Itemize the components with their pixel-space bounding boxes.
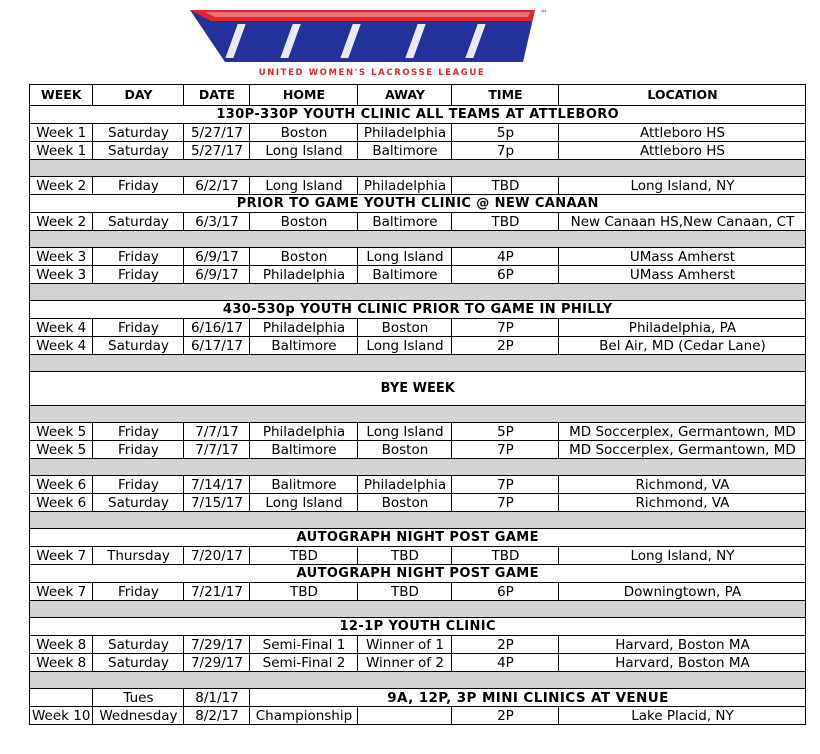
cell-location: MD Soccerplex, Germantown, MD — [559, 441, 806, 459]
table-row — [30, 441, 806, 459]
cell-date: 8/1/17 — [184, 689, 250, 707]
cell-away: Long Island — [358, 248, 452, 266]
banner-text: 430-530p YOUTH CLINIC PRIOR TO GAME IN PHILLY — [30, 301, 806, 319]
cell-away: TBD — [358, 583, 452, 601]
cell-day: Friday — [93, 476, 184, 494]
cell-date: 6/9/17 — [184, 266, 250, 284]
cell-week: Week 2 — [30, 177, 93, 195]
cell-week: Week 7 — [30, 583, 93, 601]
separator-row — [30, 284, 806, 301]
cell-home: TBD — [250, 583, 358, 601]
table-row — [30, 177, 806, 195]
cell-week: Week 2 — [30, 213, 93, 231]
cell-week: Week 5 — [30, 423, 93, 441]
cell-day: Friday — [93, 441, 184, 459]
cell-home: Baltimore — [250, 441, 358, 459]
cell-date: 7/14/17 — [184, 476, 250, 494]
cell-date: 6/9/17 — [184, 248, 250, 266]
logo-subtitle: UNITED WOMEN'S LACROSSE LEAGUE — [258, 68, 486, 78]
cell-location: Long Island, NY — [559, 177, 806, 195]
separator-cell — [30, 406, 806, 423]
cell-day: Friday — [93, 248, 184, 266]
cell-time: 2P — [452, 337, 559, 355]
cell-time: 4P — [452, 248, 559, 266]
cell-away: Philadelphia — [358, 177, 452, 195]
cell-location: Philadelphia, PA — [559, 319, 806, 337]
table-row — [30, 547, 806, 565]
col-date: DATE — [184, 85, 250, 106]
banner-text: 9A, 12P, 3P MINI CLINICS AT VENUE — [250, 689, 806, 707]
cell-location: Richmond, VA — [559, 476, 806, 494]
table-row — [30, 494, 806, 512]
cell-week: Week 1 — [30, 124, 93, 142]
cell-date: 6/2/17 — [184, 177, 250, 195]
cell-location: Downingtown, PA — [559, 583, 806, 601]
separator-row — [30, 512, 806, 529]
cell-date: 7/20/17 — [184, 547, 250, 565]
cell-date: 6/16/17 — [184, 319, 250, 337]
cell-date: 5/27/17 — [184, 142, 250, 160]
cell-away: Winner of 2 — [358, 654, 452, 672]
cell-location: UMass Amherst — [559, 266, 806, 284]
table-row — [30, 319, 806, 337]
cell-location: Attleboro HS — [559, 142, 806, 160]
cell-location: New Canaan HS,New Canaan, CT — [559, 213, 806, 231]
cell-date: 8/2/17 — [184, 707, 250, 725]
separator-row — [30, 672, 806, 689]
cell-time: 4P — [452, 654, 559, 672]
separator-row — [30, 231, 806, 248]
cell-away: Baltimore — [358, 213, 452, 231]
cell-time: TBD — [452, 177, 559, 195]
cell-day: Saturday — [93, 213, 184, 231]
cell-location: UMass Amherst — [559, 248, 806, 266]
cell-day: Thursday — [93, 547, 184, 565]
table-row — [30, 476, 806, 494]
banner-row — [30, 618, 806, 636]
cell-day: Saturday — [93, 654, 184, 672]
cell-home: Boston — [250, 124, 358, 142]
separator-cell — [30, 355, 806, 372]
cell-day: Friday — [93, 177, 184, 195]
separator-cell — [30, 160, 806, 177]
separator-row — [30, 160, 806, 177]
cell-week: Week 6 — [30, 494, 93, 512]
cell-week: Week 8 — [30, 654, 93, 672]
header-row — [30, 85, 806, 106]
cell-time: 2P — [452, 707, 559, 725]
cell-location: Richmond, VA — [559, 494, 806, 512]
separator-cell — [30, 672, 806, 689]
cell-week: Week 4 — [30, 319, 93, 337]
col-location: LOCATION — [559, 85, 806, 106]
table-row — [30, 636, 806, 654]
cell-day: Saturday — [93, 142, 184, 160]
cell-day: Saturday — [93, 337, 184, 355]
cell-time: 2P — [452, 636, 559, 654]
cell-day: Saturday — [93, 636, 184, 654]
table-row — [30, 583, 806, 601]
cell-away — [358, 707, 452, 725]
separator-row — [30, 355, 806, 372]
separator-row — [30, 406, 806, 423]
cell-date: 5/27/17 — [184, 124, 250, 142]
cell-home: Long Island — [250, 142, 358, 160]
cell-date: 7/15/17 — [184, 494, 250, 512]
cell-away: Long Island — [358, 337, 452, 355]
cell-away: Baltimore — [358, 142, 452, 160]
cell-day: Friday — [93, 319, 184, 337]
banner-text: AUTOGRAPH NIGHT POST GAME — [30, 529, 806, 547]
table-row — [30, 654, 806, 672]
cell-week — [30, 689, 93, 707]
cell-home: Baltimore — [250, 337, 358, 355]
cell-time: 7P — [452, 476, 559, 494]
cell-home: TBD — [250, 547, 358, 565]
separator-cell — [30, 231, 806, 248]
col-time: TIME — [452, 85, 559, 106]
cell-away: Boston — [358, 319, 452, 337]
cell-date: 6/3/17 — [184, 213, 250, 231]
table-row — [30, 248, 806, 266]
cell-home: Balitmore — [250, 476, 358, 494]
uwlx-logo — [185, 4, 560, 80]
cell-week: Week 5 — [30, 441, 93, 459]
table-row — [30, 707, 806, 725]
cell-away: Philadelphia — [358, 476, 452, 494]
cell-day: Friday — [93, 583, 184, 601]
col-home: HOME — [250, 85, 358, 106]
cell-time: 7P — [452, 441, 559, 459]
cell-day: Saturday — [93, 494, 184, 512]
schedule-table — [29, 84, 806, 725]
cell-home: Long Island — [250, 177, 358, 195]
cell-home: Philadelphia — [250, 423, 358, 441]
cell-time: 6P — [452, 266, 559, 284]
cell-home: Philadelphia — [250, 319, 358, 337]
table-row — [30, 337, 806, 355]
cell-away: Long Island — [358, 423, 452, 441]
cell-home: Long Island — [250, 494, 358, 512]
separator-cell — [30, 459, 806, 476]
bye-week-text: BYE WEEK — [30, 372, 806, 406]
cell-location: Long Island, NY — [559, 547, 806, 565]
banner-text: 130P-330P YOUTH CLINIC ALL TEAMS AT ATTLEBORO — [30, 106, 806, 124]
table-row — [30, 124, 806, 142]
table-row — [30, 266, 806, 284]
cell-time: 6P — [452, 583, 559, 601]
cell-week: Week 4 — [30, 337, 93, 355]
cell-date: 7/29/17 — [184, 636, 250, 654]
cell-time: 5P — [452, 423, 559, 441]
cell-away: Boston — [358, 441, 452, 459]
cell-time: TBD — [452, 213, 559, 231]
separator-row — [30, 601, 806, 618]
banner-row — [30, 529, 806, 547]
cell-home: Semi-Final 1 — [250, 636, 358, 654]
col-week: WEEK — [30, 85, 93, 106]
cell-home: Semi-Final 2 — [250, 654, 358, 672]
cell-location: Harvard, Boston MA — [559, 636, 806, 654]
cell-week: Week 3 — [30, 248, 93, 266]
table-row — [30, 423, 806, 441]
separator-cell — [30, 512, 806, 529]
cell-time: 7P — [452, 494, 559, 512]
cell-week: Week 6 — [30, 476, 93, 494]
cell-away: Winner of 1 — [358, 636, 452, 654]
cell-day: Saturday — [93, 124, 184, 142]
cell-home: Championship — [250, 707, 358, 725]
logo-wordmark-graphic — [190, 10, 535, 62]
cell-away: TBD — [358, 547, 452, 565]
cell-time: TBD — [452, 547, 559, 565]
cell-date: 7/7/17 — [184, 423, 250, 441]
cell-home: Boston — [250, 213, 358, 231]
banner-row — [30, 195, 806, 213]
separator-cell — [30, 284, 806, 301]
cell-away: Philadelphia — [358, 124, 452, 142]
banner-row — [30, 565, 806, 583]
cell-week: Week 3 — [30, 266, 93, 284]
cell-home: Philadelphia — [250, 266, 358, 284]
banner-text: PRIOR TO GAME YOUTH CLINIC @ NEW CANAAN — [30, 195, 806, 213]
cell-home: Boston — [250, 248, 358, 266]
cell-week: Week 10 — [30, 707, 93, 725]
cell-location: Harvard, Boston MA — [559, 654, 806, 672]
separator-row — [30, 459, 806, 476]
cell-date: 7/21/17 — [184, 583, 250, 601]
separator-cell — [30, 601, 806, 618]
table-row — [30, 213, 806, 231]
banner-row — [30, 301, 806, 319]
logo-trademark: ™ — [540, 9, 548, 18]
cell-week: Week 1 — [30, 142, 93, 160]
bye-week-row — [30, 372, 806, 406]
cell-location: Lake Placid, NY — [559, 707, 806, 725]
cell-time: 7P — [452, 319, 559, 337]
cell-day: Friday — [93, 423, 184, 441]
banner-row — [30, 106, 806, 124]
cell-day: Friday — [93, 266, 184, 284]
table-row — [30, 142, 806, 160]
col-away: AWAY — [358, 85, 452, 106]
cell-time: 7p — [452, 142, 559, 160]
banner-text: AUTOGRAPH NIGHT POST GAME — [30, 565, 806, 583]
table-row — [30, 689, 806, 707]
cell-week: Week 8 — [30, 636, 93, 654]
cell-away: Baltimore — [358, 266, 452, 284]
cell-location: Attleboro HS — [559, 124, 806, 142]
cell-time: 5p — [452, 124, 559, 142]
cell-date: 6/17/17 — [184, 337, 250, 355]
cell-week: Week 7 — [30, 547, 93, 565]
cell-date: 7/29/17 — [184, 654, 250, 672]
cell-location: Bel Air, MD (Cedar Lane) — [559, 337, 806, 355]
col-day: DAY — [93, 85, 184, 106]
cell-day: Tues — [93, 689, 184, 707]
cell-location: MD Soccerplex, Germantown, MD — [559, 423, 806, 441]
cell-date: 7/7/17 — [184, 441, 250, 459]
banner-text: 12-1P YOUTH CLINIC — [30, 618, 806, 636]
cell-away: Boston — [358, 494, 452, 512]
cell-day: Wednesday — [93, 707, 184, 725]
